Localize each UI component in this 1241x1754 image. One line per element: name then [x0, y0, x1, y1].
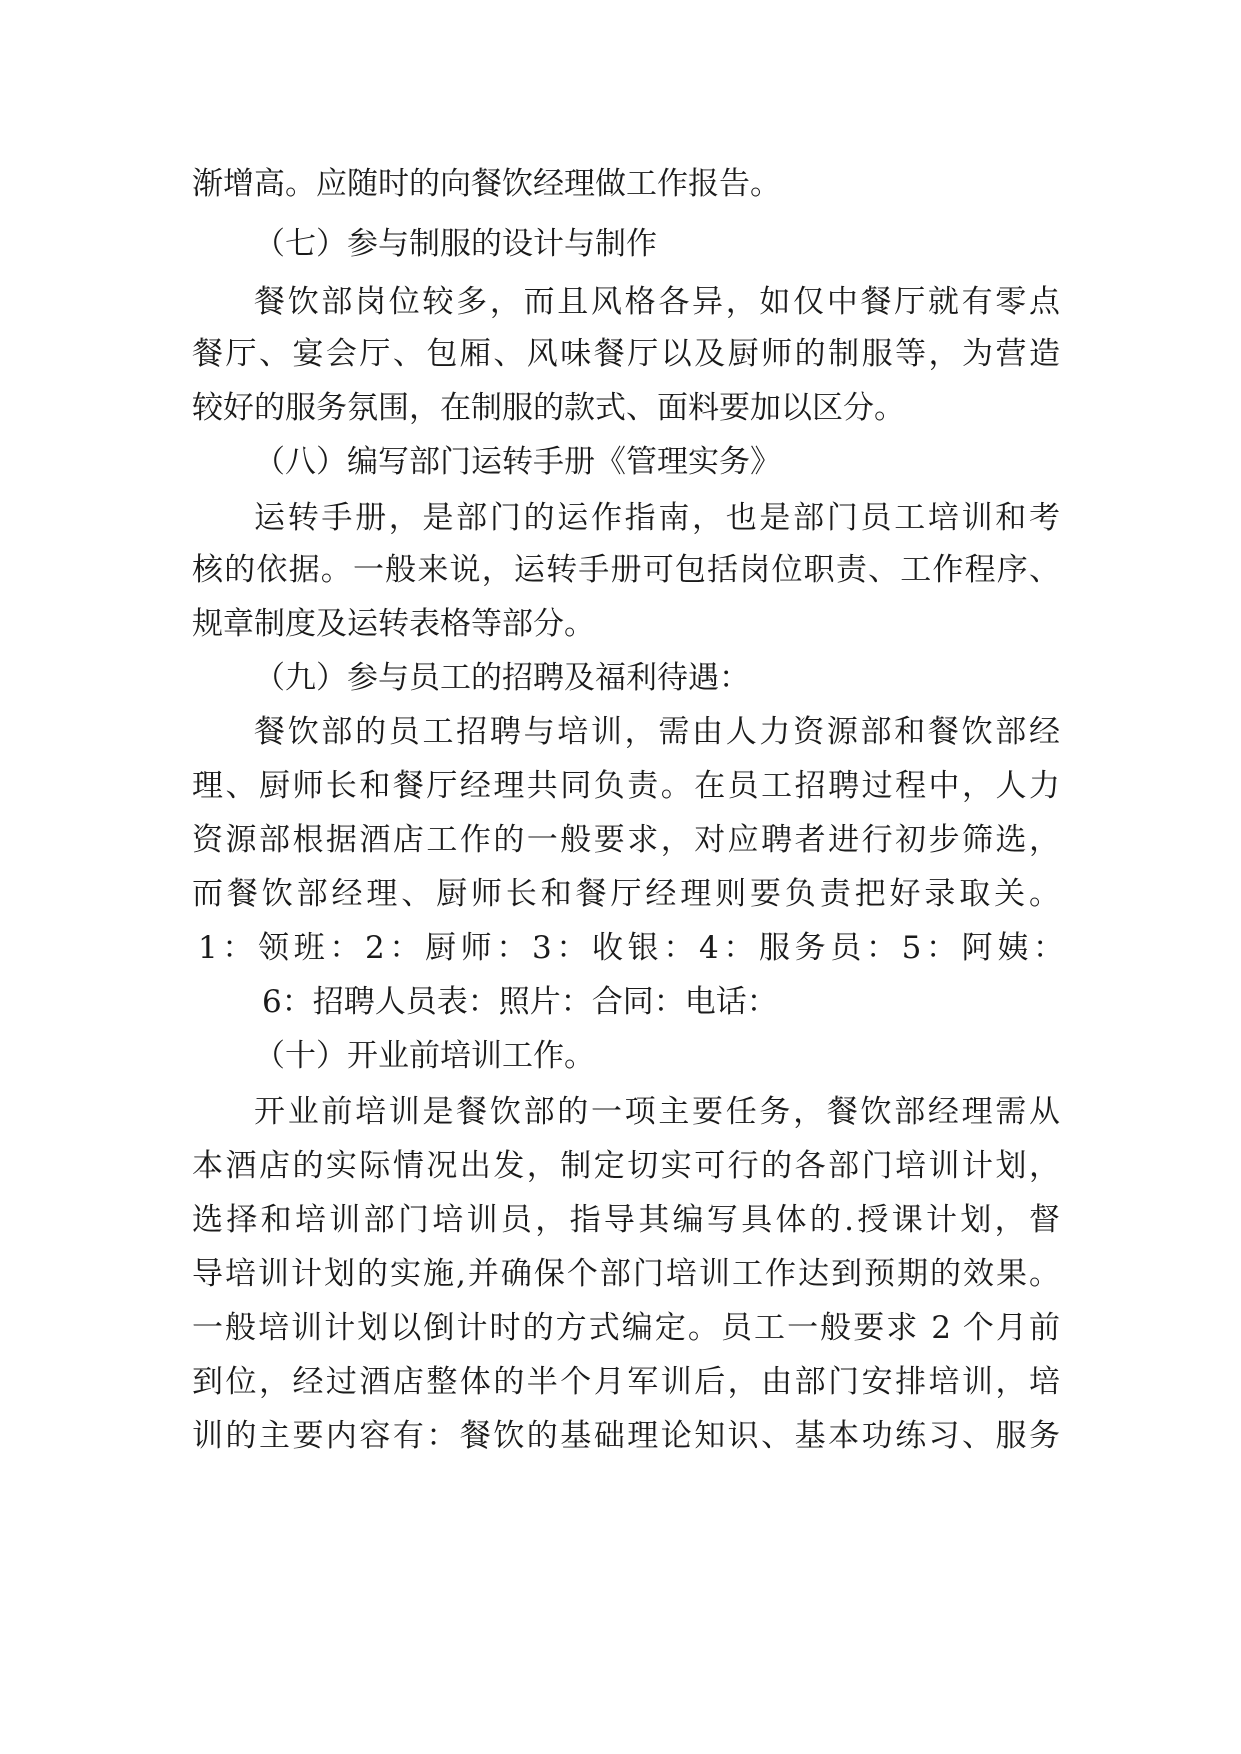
- text-line-9: 规章制度及运转表格等部分。: [192, 606, 595, 642]
- text-line-12: 理、厨师长和餐厅经理共同负责。在员工招聘过程中，人力: [192, 768, 1060, 804]
- text-line-4: 餐厅、宴会厅、包厢、风味餐厅以及厨师的制服等，为营造: [192, 336, 1060, 372]
- text-line-21: 导培训计划的实施,并确保个部门培训工作达到预期的效果。: [192, 1256, 1060, 1292]
- text-line-13: 资源部根据酒店工作的一般要求，对应聘者进行初步筛选，: [192, 822, 1060, 858]
- text-line-5: 较好的服务氛围，在制服的款式、面料要加以区分。: [192, 390, 905, 426]
- recruit-list-line-2: 6：招聘人员表：照片：合同：电话：: [262, 984, 778, 1020]
- section-heading-9: （九）参与员工的招聘及福利待遇：: [254, 660, 750, 696]
- text-line-23: 到位，经过酒店整体的半个月军训后，由部门安排培训，培: [192, 1364, 1060, 1400]
- text-line-14: 而餐饮部经理、厨师长和餐厅经理则要负责把好录取关。: [192, 876, 1060, 912]
- section-heading-7: （七）参与制服的设计与制作: [254, 226, 657, 262]
- section-heading-10: （十）开业前培训工作。: [254, 1038, 595, 1074]
- text-line-20: 选择和培训部门培训员，指导其编写具体的.授课计划，督: [192, 1202, 1060, 1238]
- section-heading-8: （八）编写部门运转手册《管理实务》: [254, 444, 781, 480]
- text-line-7: 运转手册，是部门的运作指南，也是部门员工培训和考: [254, 500, 1060, 536]
- text-line-24: 训的主要内容有：餐饮的基础理论知识、基本功练习、服务: [192, 1418, 1060, 1454]
- text-line-18: 开业前培训是餐饮部的一项主要任务，餐饮部经理需从: [254, 1094, 1060, 1130]
- recruit-list-line-1: 1：领班：2：厨师：3：收银：4：服务员：5：阿姨：: [198, 930, 1064, 966]
- text-line-19: 本酒店的实际情况出发，制定切实可行的各部门培训计划，: [192, 1148, 1060, 1184]
- text-line-22: 一般培训计划以倒计时的方式编定。员工一般要求 2 个月前: [192, 1310, 1060, 1346]
- text-line-1: 渐增高。应随时的向餐饮经理做工作报告。: [192, 166, 781, 202]
- text-line-8: 核的依据。一般来说，运转手册可包括岗位职责、工作程序、: [192, 552, 1060, 588]
- text-line-11: 餐饮部的员工招聘与培训，需由人力资源部和餐饮部经: [254, 714, 1060, 750]
- text-line-3: 餐饮部岗位较多，而且风格各异，如仅中餐厅就有零点: [254, 284, 1060, 320]
